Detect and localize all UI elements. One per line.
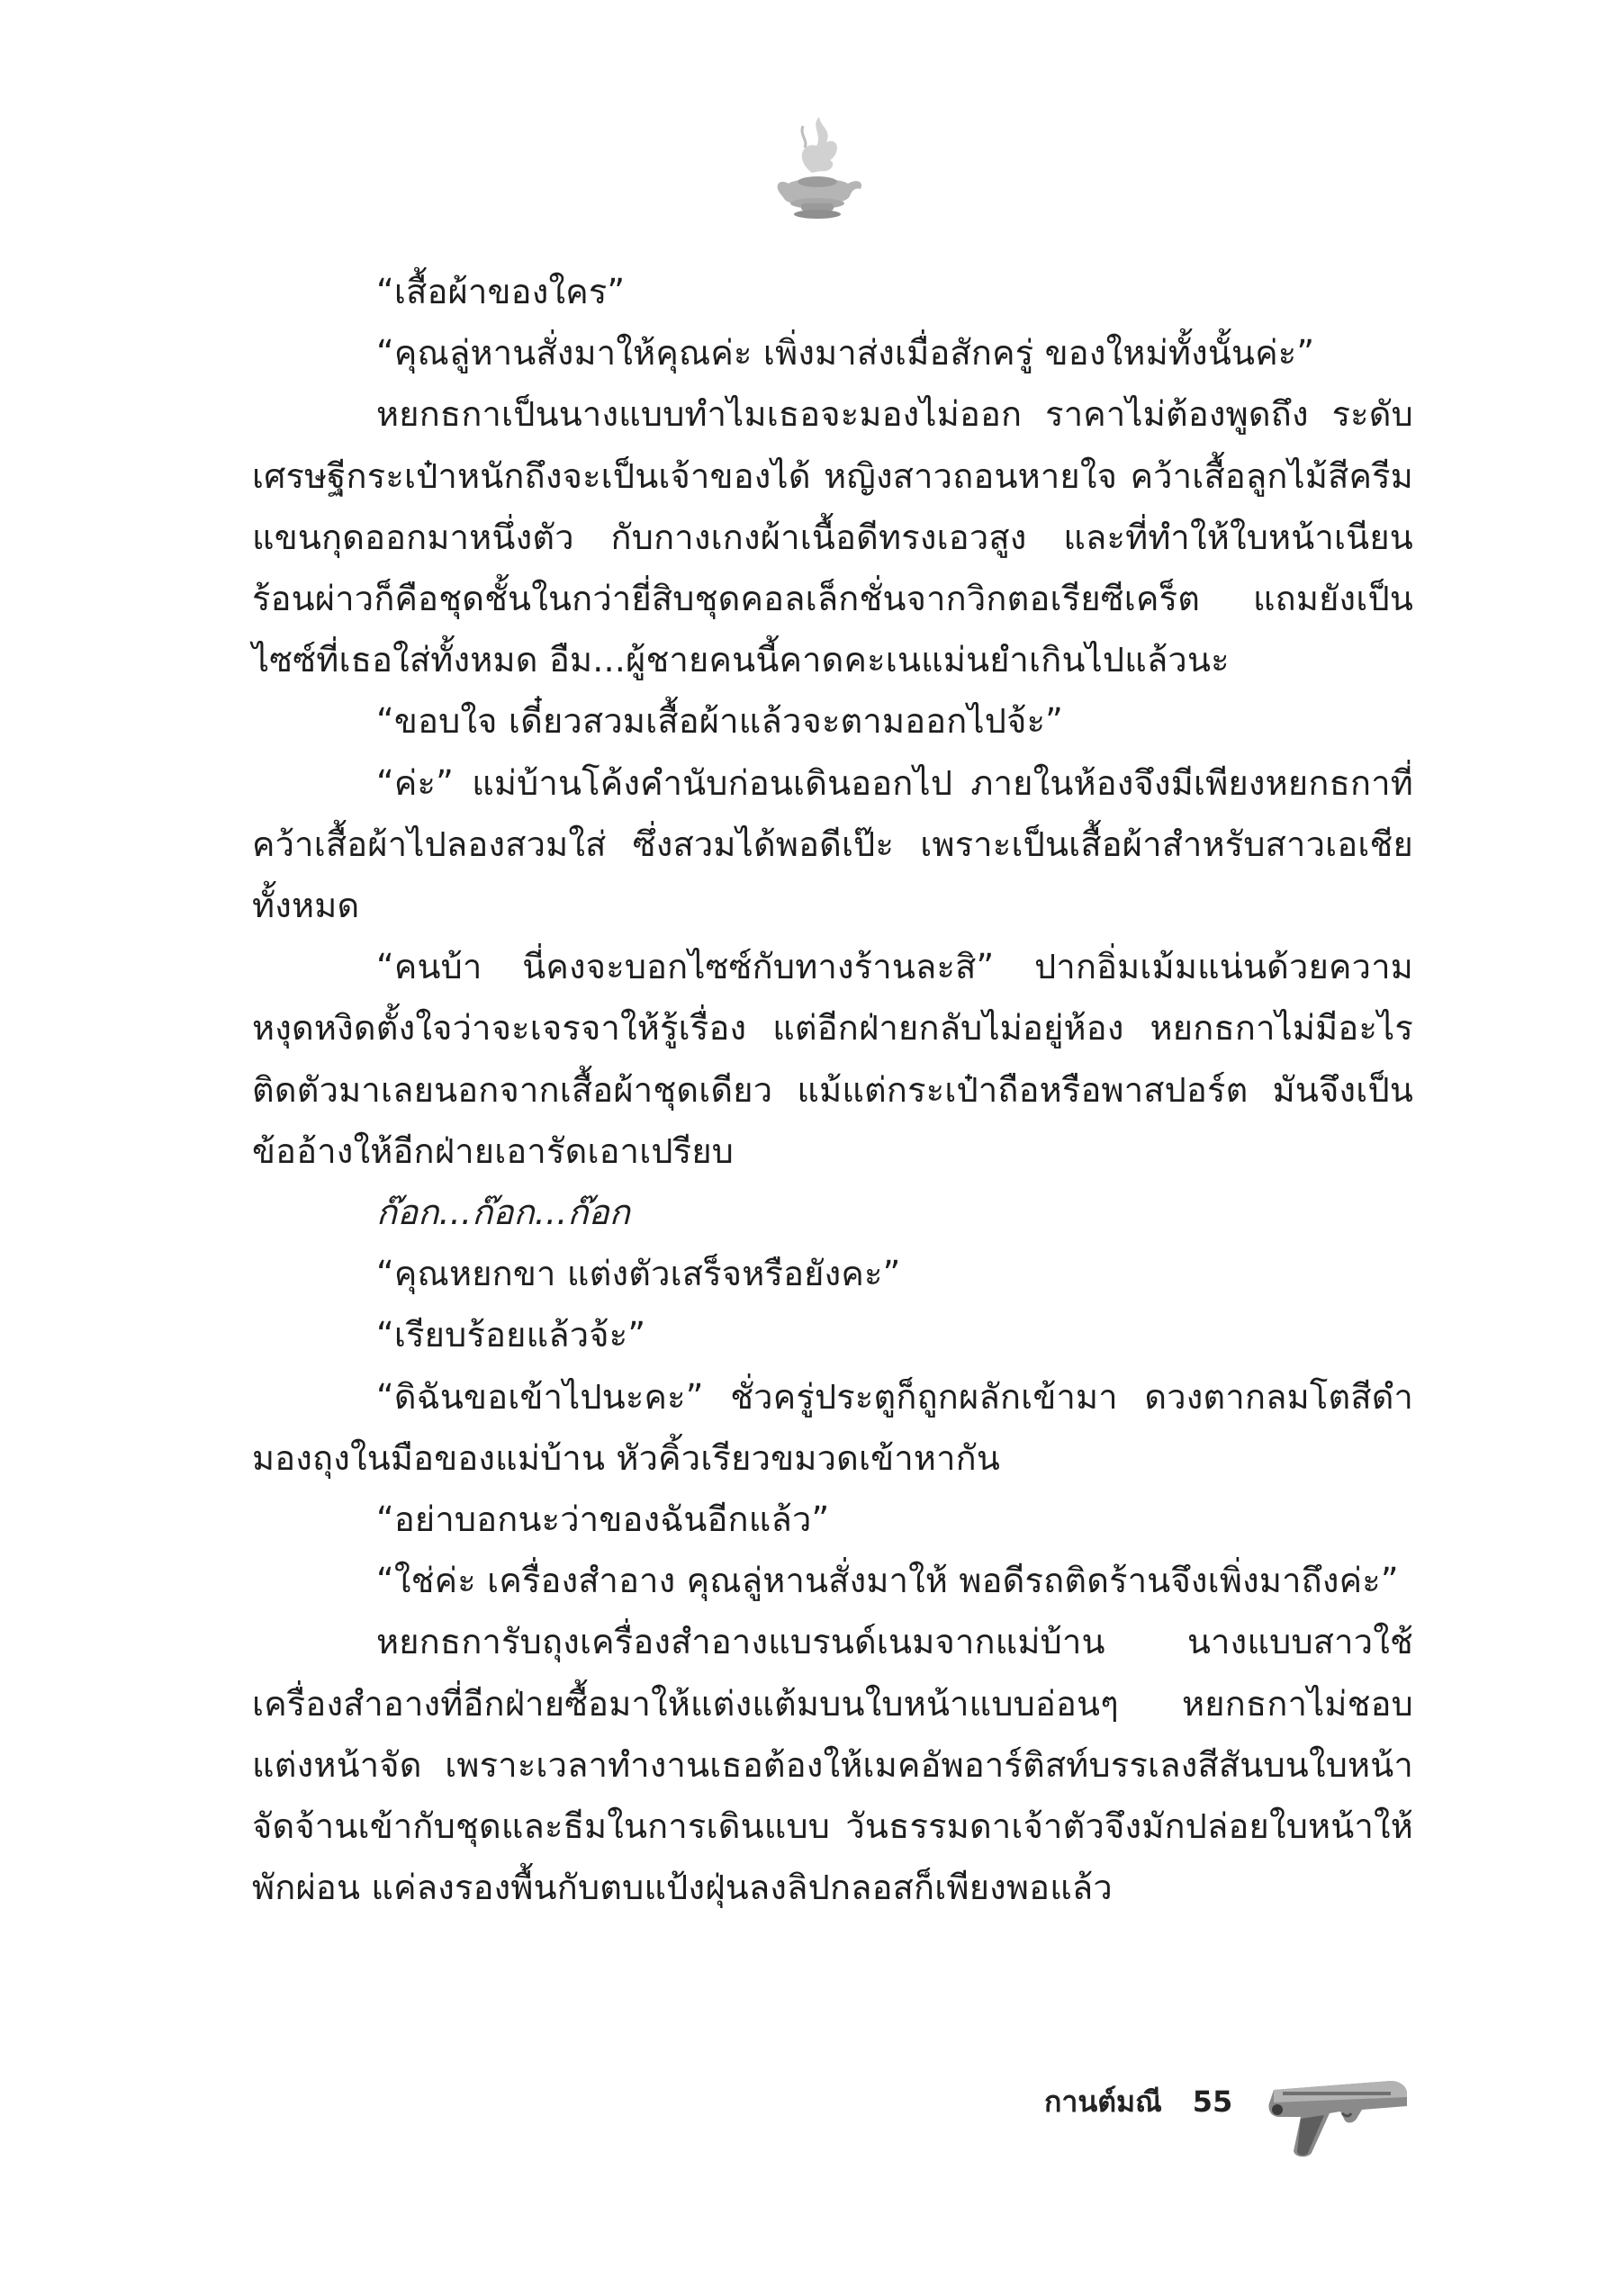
paragraph: “คนบ้า นี่คงจะบอกไซซ์กับทางร้านละสิ” ปากอิ่มเม้มแน่นด้วยความหงุดหงิดตั้งใจว่าจะเจรจาให้รู้เรื่อง แต่อีกฝ่ายกลับไม่อยู่ห้อง หยกธกาไม่มีอะไรติดตัวมาเลยนอกจากเสื้อผ้าชุดเดียว แม้แต่กระเป๋าถือหรือพาสปอร์ต มันจึงเป็นข้ออ้างให้อีกฝ่ายเอารัดเอาเปรียบ [252,947,1413,1171]
paragraph: “ใช่ค่ะ เครื่องสำอาง คุณลู่หานสั่งมาให้ พอดีรถติดร้านจึงเพิ่งมาถึงค่ะ” [376,1561,1399,1601]
paragraph: “เรียบร้อยแล้วจ้ะ” [376,1315,646,1355]
body-text [252,261,1413,1918]
paragraph: “ค่ะ” แม่บ้านโค้งคำนับก่อนเดินออกไป ภายในห้องจึงมีเพียงหยกธกาที่คว้าเสื้อผ้าไปลองสวมใส่ ซึ่งสวมได้พอดีเป๊ะ เพราะเป็นเสื้อผ้าสำหรับสาวเอเชียทั้งหมด [252,762,1413,926]
pistol-icon [1256,2054,1418,2162]
paragraph: หยกธกาเป็นนางแบบทำไมเธอจะมองไม่ออก ราคาไม่ต้องพูดถึง ระดับเศรษฐีกระเป๋าหนักถึงจะเป็นเจ้าของได้ หญิงสาวถอนหายใจ คว้าเสื้อลูกไม้สีครีมแขนกุดออกมาหนึ่งตัว กับกางเกงผ้าเนื้อดีทรงเอวสูง และที่ทำให้ใบหน้าเนียนร้อนผ่าวก็คือชุดชั้นในกว่ายี่สิบชุดคอลเล็กชั่นจากวิกตอเรียซีเคร็ต แถมยังเป็นไซซ์ที่เธอใส่ทั้งหมด อืม...ผู้ชายคนนี้คาดคะเนแม่นยำเกินไปแล้วนะ [252,394,1413,680]
paragraph: “ขอบใจ เดี๋ยวสวมเสื้อผ้าแล้วจะตามออกไปจ้ะ” [376,701,1064,742]
paragraph: “อย่าบอกนะว่าของฉันอีกแล้ว” [376,1499,830,1540]
paragraph: “เสื้อผ้าของใคร” [376,272,626,311]
paragraph: ก๊อก...ก๊อก...ก๊อก [376,1193,630,1233]
paragraph: “ดิฉันขอเข้าไปนะคะ” ชั่วครู่ประตูก็ถูกผลักเข้ามา ดวงตากลมโตสีดำมองถุงในมือของแม่บ้าน หัวคิ้วเรียวขมวดเข้าหากัน [252,1376,1413,1478]
page-footer [1044,2070,1232,2133]
page-number: 55 [1192,2084,1233,2119]
paragraph: หยกธการับถุงเครื่องสำอางแบรนด์เนมจากแม่บ้าน นางแบบสาวใช้เครื่องสำอางที่อีกฝ่ายซื้อมาให้แต่งแต้มบนใบหน้าแบบอ่อนๆ หยกธกาไม่ชอบแต่งหน้าจัด เพราะเวลาทำงานเธอต้องให้เมคอัพอาร์ติสท์บรรเลงสีสันบนใบหน้าจัดจ้านเข้ากับชุดและธีมในการเดินแบบ วันธรรมดาเจ้าตัวจึงมักปล่อยใบหน้าให้พักผ่อน แค่ลงรองพื้นกับตบแป้งฝุ่นลงลิปกลอสก็เพียงพอแล้ว [252,1622,1413,1908]
book-title: กานต์มณี [1044,2084,1162,2119]
magic-lamp-icon [767,110,866,225]
paragraph: “คุณหยกขา แต่งตัวเสร็จหรือยังคะ” [376,1254,901,1294]
paragraph: “คุณลู่หานสั่งมาให้คุณค่ะ เพิ่งมาส่งเมื่อสักครู่ ของใหม่ทั้งนั้นค่ะ” [376,333,1315,374]
